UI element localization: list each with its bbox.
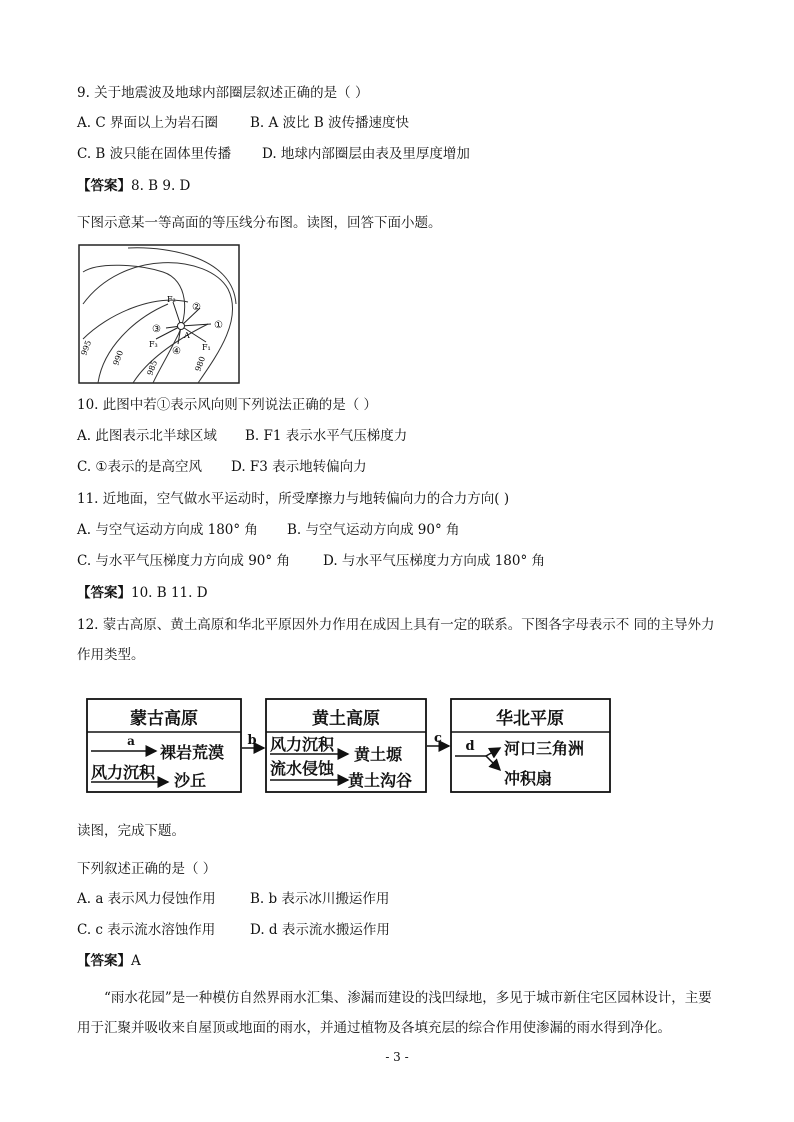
mark-3: ③	[152, 324, 161, 335]
q11-option-b: B. 与空气运动方向成 90° 角	[287, 522, 460, 538]
isobar-label-990: 990	[111, 349, 126, 367]
isobar-label-995: 995	[79, 339, 94, 357]
mark-4: ④	[172, 346, 181, 357]
label-b: b	[247, 733, 257, 748]
result-loess-tableland: 黄土塬	[354, 745, 403, 764]
result-estuary-delta: 河口三角洲	[504, 739, 585, 758]
label-c: c	[434, 731, 442, 746]
q10-option-a: A. 此图表示北半球区域	[77, 428, 217, 444]
rain-garden-paragraph: “雨水花园”是一种模仿自然界雨水汇集、渗漏而建设的浅凹绿地，多见于城市新住宅区园林设计，主要用于汇聚并吸收来自屋顶或地面的雨水，并通过植物及各填充层的综合作用使渗漏的雨水得到净化。	[77, 990, 712, 1036]
read-instruction: 读图，完成下题。	[77, 823, 185, 839]
force-f3-label: F₃	[149, 340, 158, 349]
intro-isobar: 下图示意某一等高面的等压线分布图。读图，回答下面小题。	[77, 215, 442, 231]
page-number: - 3 -	[385, 1050, 409, 1064]
answer-1	[77, 177, 190, 195]
q10-option-b: B. F1 表示水平气压梯度力	[245, 428, 408, 444]
q9-option-b: B. A 波比 B 波传播速度快	[250, 115, 410, 131]
q11-option-d: D. 与水平气压梯度力方向成 180° 角	[323, 553, 546, 569]
q11-option-a: A. 与空气运动方向成 180° 角	[77, 522, 258, 538]
q12-option-c: C. c 表示流水溶蚀作用	[77, 922, 216, 938]
process-wind-deposition-2: 风力沉积	[270, 735, 335, 754]
box-loess-title: 黄土高原	[312, 709, 380, 729]
q10-option-d: D. F3 表示地转偏向力	[231, 459, 367, 475]
force-f1-label: F₁	[202, 343, 211, 352]
force-f2-label: F₂	[167, 295, 176, 304]
answer-label: 【答案】	[77, 178, 131, 194]
answer-text: A	[131, 953, 141, 969]
answer-3	[77, 952, 141, 970]
q12-option-b: B. b 表示冰川搬运作用	[250, 891, 390, 907]
process-wind-deposition: 风力沉积	[91, 763, 156, 782]
box-mongolia-title: 蒙古高原	[130, 709, 198, 729]
landform-flow-diagram	[86, 698, 612, 794]
result-bare-rock-desert: 裸岩荒漠	[160, 743, 225, 762]
q11-stem: 11. 近地面，空气做水平运动时，所受摩擦力与地转偏向力的合力方向( )	[77, 491, 510, 507]
q10-option-c: C. ①表示的是高空风	[77, 459, 203, 475]
q9-stem: 9. 关于地震波及地球内部圈层叙述正确的是（ ）	[77, 85, 369, 101]
process-fluvial-erosion: 流水侵蚀	[270, 759, 335, 778]
answer-text: 10. B 11. D	[131, 585, 208, 601]
q9-option-d: D. 地球内部圈层由表及里厚度增加	[262, 146, 470, 162]
answer-label: 【答案】	[77, 953, 131, 969]
isobar-figure	[78, 244, 240, 384]
result-alluvial-fan: 冲积扇	[504, 769, 553, 788]
q9-option-c: C. B 波只能在固体里传播	[77, 146, 232, 162]
isobar-label-980: 980	[193, 355, 208, 373]
q12-option-d: D. d 表示流水搬运作用	[250, 922, 390, 938]
result-dunes: 沙丘	[174, 771, 207, 790]
answer-text: 8. B 9. D	[131, 178, 191, 194]
box-north-china-title: 华北平原	[496, 709, 564, 729]
result-loess-gully: 黄土沟谷	[348, 771, 413, 790]
q10-stem: 10. 此图中若①表示风向则下列说法正确的是（ ）	[77, 397, 378, 413]
answer-label: 【答案】	[77, 585, 131, 601]
answer-2	[77, 584, 208, 602]
mark-2: ②	[192, 302, 201, 313]
q12-stem: 下列叙述正确的是（ ）	[77, 861, 217, 877]
mark-1: ①	[214, 320, 223, 331]
isobar-label-985: 985	[145, 359, 160, 377]
label-d: d	[465, 739, 475, 754]
point-a-label: A	[184, 331, 190, 340]
q12-intro: 12. 蒙古高原、黄土高原和华北平原因外力作用在成因上具有一定的联系。下图各字母表示不 同的主导外力作用类型。	[77, 617, 715, 663]
label-a: a	[127, 734, 135, 748]
q12-option-a: A. a 表示风力侵蚀作用	[77, 891, 216, 907]
q9-option-a: A. C 界面以上为岩石圈	[77, 115, 218, 131]
q11-option-c: C. 与水平气压梯度力方向成 90° 角	[77, 553, 290, 569]
point-a-dot	[178, 323, 185, 330]
